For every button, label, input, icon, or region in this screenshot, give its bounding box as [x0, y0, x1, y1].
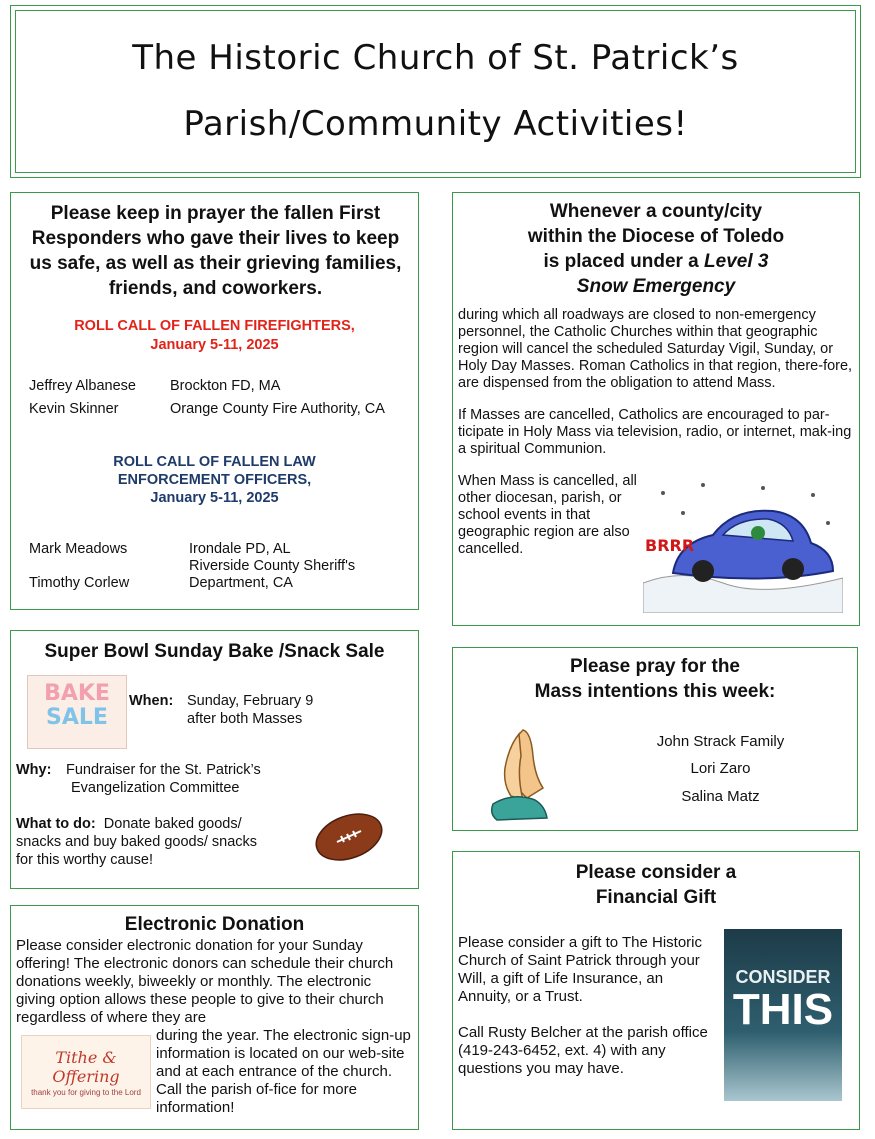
electronic-donation-box — [10, 905, 419, 1130]
officer-dept: Department, CA — [189, 575, 293, 591]
header-title: The Historic Church of St. Patrick’s — [132, 38, 739, 78]
officer-dept: Riverside County Sheriff's — [189, 558, 356, 574]
football-icon — [311, 809, 387, 865]
consider-image-text: CONSIDER — [735, 967, 831, 987]
tithe-image-title: Tithe & Offering — [52, 1048, 120, 1086]
page-header — [10, 5, 861, 178]
firefighters-dates: January 5-11, 2025 — [150, 337, 279, 353]
firefighter-name: Kevin Skinner — [29, 401, 119, 417]
why-line-1: Fundraiser for the St. Patrick’s — [66, 762, 261, 778]
snow-paragraph-2: If Masses are cancelled, Catholics are encouraged to par-ticipate in Holy Mass via television, radio, or internet, mak-ing a spiritual Communion. — [458, 407, 852, 457]
firefighter-dept: Brockton FD, MA — [170, 378, 281, 394]
bake-sale-image-text: BAKE — [44, 681, 110, 706]
snowed-car-illustration — [643, 473, 843, 613]
todo-label: What to do: — [16, 816, 96, 832]
todo-line-3: for this worthy cause! — [16, 852, 153, 868]
why-line-2: Evangelization Committee — [71, 780, 240, 796]
consider-image-text: THIS — [732, 985, 834, 1034]
snow-heading-2: within the Diocese of Toledo — [527, 226, 785, 247]
bake-sale-box — [10, 630, 419, 889]
firefighter-name: Jeffrey Albanese — [29, 378, 136, 394]
snow-paragraph-1: during which all roadways are closed to non-emergency personnel, the Catholic Churches within that geographic region will cancel the scheduled Saturday Vigil, Sunday, or Holy Day Masses. Roman Catholics in that region, there-fore, are dispensed from the obligation to attend Mass. — [458, 307, 853, 391]
firefighters-title: ROLL CALL OF FALLEN FIREFIGHTERS, — [74, 318, 355, 334]
tithe-image-subtitle: thank you for giving to the Lord — [31, 1088, 141, 1097]
consider-this-image — [724, 929, 842, 1101]
officer-name: Timothy Corlew — [29, 575, 130, 591]
when-line-2: after both Masses — [187, 711, 303, 727]
bake-sale-image-text: SALE — [46, 705, 108, 730]
snow-emergency-box — [452, 192, 860, 626]
mass-intention-name: Lori Zaro — [690, 760, 751, 777]
law-dates: January 5-11, 2025 — [150, 490, 279, 506]
gift-heading-2: Financial Gift — [595, 887, 717, 908]
snow-heading-3a: is placed under a — [543, 251, 705, 272]
bake-sale-title: Super Bowl Sunday Bake /Snack Sale — [44, 641, 385, 662]
why-label: Why: — [16, 762, 52, 778]
mass-heading-1: Please pray for the — [569, 656, 741, 677]
law-title-1: ROLL CALL OF FALLEN LAW — [113, 454, 316, 470]
donation-paragraph: Please consider electronic donation for your Sunday offering! The electronic donors can schedule their church donations weekly, biweekly or monthly. The electronic giving option allows these people to give to their church regardless of where they are — [16, 937, 394, 1026]
tithe-offering-image — [21, 1035, 151, 1109]
snow-heading-3b: Level 3 — [704, 251, 769, 272]
first-responders-heading: Please keep in prayer the fallen First Responders who gave their lives to keep us safe, as well as their grieving families, friends, and coworkers. — [29, 203, 402, 299]
donation-title: Electronic Donation — [124, 914, 305, 935]
mass-intention-name: Salina Matz — [681, 788, 760, 805]
financial-gift-box — [452, 851, 860, 1130]
bake-sale-image — [27, 675, 127, 749]
praying-hands-icon — [483, 726, 559, 822]
snow-paragraph-3: When Mass is cancelled, all other diocesan, parish, or school events in that geographic region are also cancelled. — [458, 473, 637, 557]
mass-heading-2: Mass intentions this week: — [534, 681, 776, 702]
law-title-2: ENFORCEMENT OFFICERS, — [117, 472, 312, 488]
first-responders-box — [10, 192, 419, 610]
gift-heading-1: Please consider a — [575, 862, 737, 883]
todo-line-1 — [16, 816, 242, 833]
officer-name: Mark Meadows — [29, 541, 128, 557]
header-subtitle: Parish/Community Activities! — [183, 104, 688, 144]
officer-dept: Irondale PD, AL — [189, 541, 291, 557]
todo-line-2: snacks and buy baked goods/ snacks — [16, 834, 258, 850]
mass-intention-name: John Strack Family — [656, 733, 785, 750]
donation-paragraph-cont: during the year. The electronic sign-up information is located on our web-site and at each entrance of the church. Call the parish of-fice for more information! — [156, 1027, 411, 1116]
todo-text: Donate baked goods/ — [103, 816, 242, 832]
mass-intentions-box — [452, 647, 858, 831]
gift-paragraph-1: Please consider a gift to The Historic Church of Saint Patrick through your Will, a gift of Life Insurance, an Annuity, or a Trust. — [458, 934, 703, 1005]
firefighter-dept: Orange County Fire Authority, CA — [170, 401, 385, 417]
gift-paragraph-2: Call Rusty Belcher at the parish office (419-243-6452, ext. 4) with any questions you may have. — [458, 1024, 708, 1077]
brrr-text: BRRR — [645, 536, 695, 555]
snow-heading-3 — [453, 249, 859, 274]
snow-heading-4: Snow Emergency — [576, 276, 736, 297]
snow-heading-1: Whenever a county/city — [549, 201, 763, 222]
when-label: When: — [129, 693, 174, 709]
when-line-1: Sunday, February 9 — [187, 693, 314, 709]
